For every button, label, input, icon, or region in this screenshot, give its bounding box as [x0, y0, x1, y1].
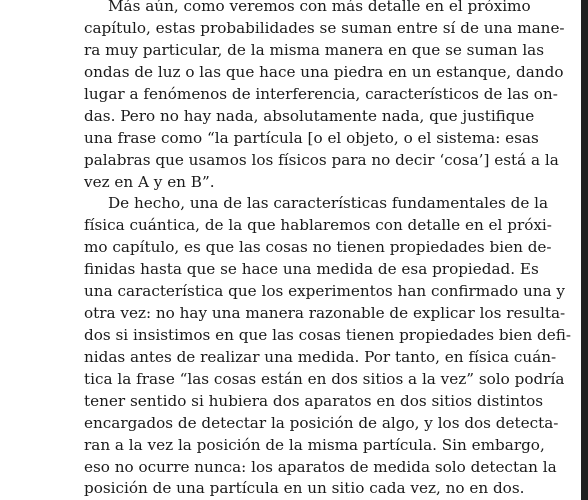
paragraph-line: una característica que los experimentos han confirmado una y — [84, 282, 565, 300]
paragraph-line: dos si insistimos en que las cosas tienen propiedades bien defi- — [84, 326, 572, 344]
paragraph-line: palabras que usamos los físicos para no decir ‘cosa’] está a la — [84, 151, 559, 169]
paragraph-line: lugar a fenómenos de interferencia, característicos de las on- — [84, 85, 558, 103]
paragraph-line: física cuántica, de la que hablaremos con detalle en el próxi- — [84, 216, 552, 234]
paragraph-line: tica la frase “las cosas están en dos sitios a la vez” solo podría — [84, 370, 565, 388]
paragraph-line: De hecho, una de las características fundamentales de la — [108, 194, 549, 212]
paragraph-line: Más aún, como veremos con más detalle en el próximo — [108, 0, 531, 15]
paragraph-line: eso no ocurre nunca: los aparatos de medida solo detectan la — [84, 458, 557, 476]
paragraph-line: capítulo, estas probabilidades se suman entre sí de una mane- — [84, 19, 565, 37]
paragraph-line: una frase como “la partícula [o el objeto, o el sistema: esas — [84, 129, 539, 147]
paragraph-line: nidas antes de realizar una medida. Por tanto, en física cuán- — [84, 348, 557, 366]
paragraph-line: posición de una partícula en un sitio cada vez, no en dos. — [84, 479, 525, 497]
page-edge-shadow — [581, 0, 588, 500]
paragraph-line: ran a la vez la posición de la misma partícula. Sin embargo, — [84, 436, 545, 454]
paragraph-line: otra vez: no hay una manera razonable de explicar los resulta- — [84, 304, 566, 322]
paragraph-line: encargados de detectar la posición de algo, y los dos detecta- — [84, 414, 559, 432]
paragraph-line: finidas hasta que se hace una medida de esa propiedad. Es — [84, 260, 539, 278]
paragraph-line: mo capítulo, es que las cosas no tienen propiedades bien de- — [84, 238, 552, 256]
paragraph-line: ondas de luz o las que hace una piedra en un estanque, dando — [84, 63, 564, 81]
paragraph-line: vez en A y en B”. — [84, 173, 215, 191]
paragraph-line: das. Pero no hay nada, absolutamente nada, que justifique — [84, 107, 535, 125]
paragraph-line: tener sentido si hubiera dos aparatos en dos sitios distintos — [84, 392, 544, 410]
paragraph-line: ra muy particular, de la misma manera en que se suman las — [84, 41, 545, 59]
